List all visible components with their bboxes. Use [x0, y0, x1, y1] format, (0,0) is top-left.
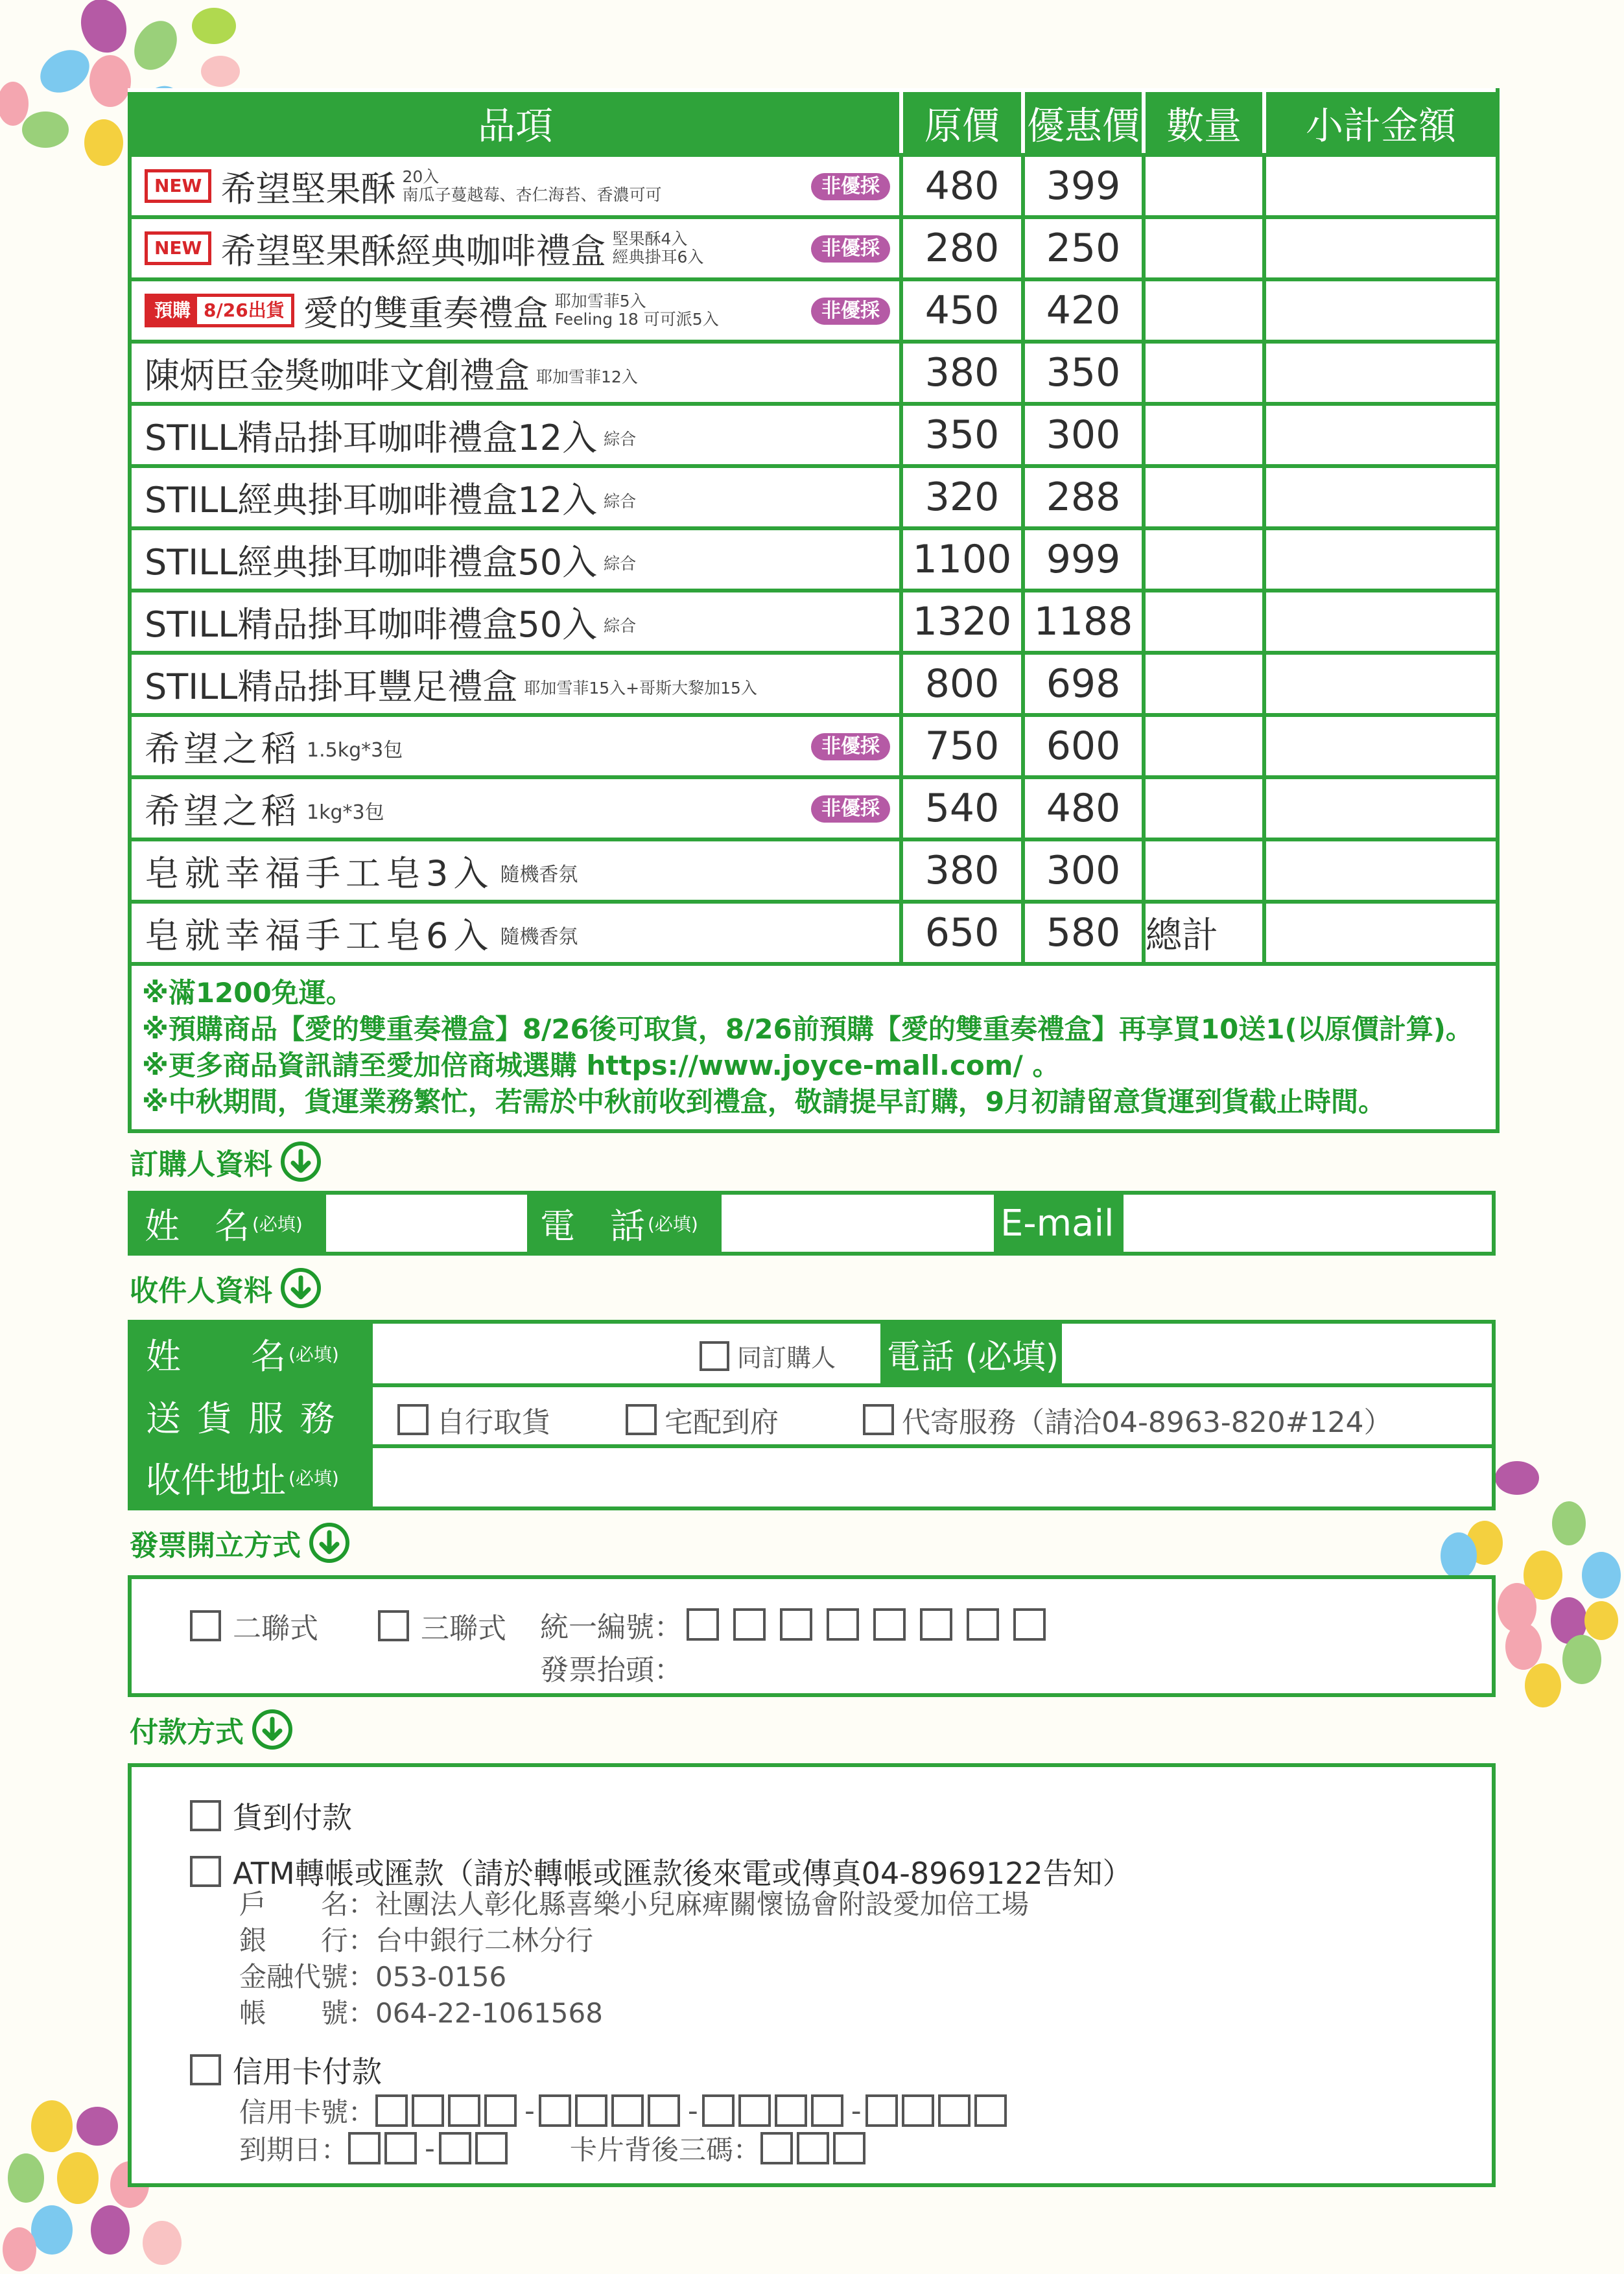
arrow-down-circle-icon [309, 1522, 350, 1564]
arrow-down-circle-icon [280, 1267, 322, 1309]
product-name: STILL精品掛耳咖啡禮盒12入 [145, 417, 598, 458]
self-pickup-checkbox[interactable] [397, 1404, 429, 1435]
discount-price: 300 [1023, 404, 1144, 466]
quantity-cell[interactable] [1144, 777, 1264, 839]
discount-price: 350 [1023, 342, 1144, 404]
non-eco-tag: 非優採 [811, 733, 890, 760]
product-desc: 耶加雪菲5入 [554, 292, 646, 311]
card-digit-box[interactable] [575, 2094, 607, 2127]
subtotal-cell[interactable] [1264, 839, 1498, 902]
quantity-cell[interactable] [1144, 155, 1264, 217]
new-badge: NEW [145, 169, 211, 203]
table-row [130, 466, 1498, 528]
home-delivery-checkbox[interactable] [626, 1404, 657, 1435]
card-digit-box[interactable] [902, 2094, 934, 2127]
self-pickup-label: 自行取貨 [436, 1406, 550, 1439]
card-digit-box[interactable] [974, 2094, 1007, 2127]
triple-invoice-label: 三聯式 [421, 1612, 506, 1645]
product-name: STILL精品掛耳豐足禮盒 [145, 666, 518, 707]
arrow-down-circle-icon [252, 1709, 293, 1750]
original-price: 450 [901, 279, 1023, 342]
product-desc: 綜合 [604, 616, 637, 635]
original-price: 350 [901, 404, 1023, 466]
quantity-cell[interactable] [1144, 591, 1264, 653]
atm-label: ATM轉帳或匯款（請於轉帳或匯款後來電或傳真04-8969122告知） [233, 1856, 1133, 1891]
table-row [130, 715, 1498, 777]
product-desc: Feeling 18 可可派5入 [554, 310, 719, 329]
note-line: ※更多商品資訊請至愛加倍商城選購 https://www.joyce-mall.com/ 。 [142, 1049, 1060, 1081]
invoice-box [128, 1575, 1496, 1697]
original-price: 320 [901, 466, 1023, 528]
cod-checkbox[interactable] [190, 1800, 221, 1831]
address-input[interactable] [359, 1448, 1492, 1506]
table-row [130, 217, 1498, 279]
address-label: 收件地址 (必填) [132, 1448, 373, 1506]
discount-price: 250 [1023, 217, 1144, 279]
receiver-box [128, 1320, 1496, 1510]
product-desc: 堅果酥4入 [612, 229, 688, 248]
product-desc: 綜合 [604, 554, 637, 573]
card-digit-box[interactable] [539, 2094, 571, 2127]
card-digit-box[interactable] [865, 2094, 898, 2127]
non-eco-tag: 非優採 [811, 173, 890, 200]
header-discount-price: 優惠價 [1023, 90, 1144, 155]
cvv-digit-box[interactable] [833, 2132, 865, 2164]
orderer-phone-label: 電 話 (必填) [527, 1195, 722, 1252]
card-digit-box[interactable] [775, 2094, 807, 2127]
subtotal-cell[interactable] [1264, 404, 1498, 466]
card-digit-box[interactable] [938, 2094, 971, 2127]
tax-id-box[interactable] [873, 1608, 906, 1641]
header-quantity: 數量 [1144, 90, 1264, 155]
orderer-box [128, 1191, 1496, 1256]
subtotal-cell[interactable] [1264, 528, 1498, 591]
tax-id-label: 統一編號： [540, 1611, 683, 1644]
card-digit-box[interactable] [811, 2094, 843, 2127]
discount-price: 1188 [1023, 591, 1144, 653]
tax-id-box[interactable] [733, 1608, 766, 1641]
table-row [130, 591, 1498, 653]
delivery-service-label: 送 貨 服 務 [132, 1387, 373, 1444]
product-desc: 隨機香氛 [500, 863, 578, 886]
note-line: ※中秋期間，貨運業務繁忙，若需於中秋前收到禮盒，敬請提早訂購，9月初請留意貨運到貨截止時間。 [142, 1086, 1386, 1118]
product-desc: 隨機香氛 [500, 926, 578, 948]
subtotal-cell[interactable] [1264, 466, 1498, 528]
original-price: 480 [901, 155, 1023, 217]
quantity-cell[interactable] [1144, 279, 1264, 342]
product-desc: 1.5kg*3包 [307, 739, 403, 762]
subtotal-cell[interactable] [1264, 715, 1498, 777]
product-name: STILL精品掛耳咖啡禮盒50入 [145, 604, 598, 645]
note-line: ※滿1200免運。 [142, 977, 353, 1009]
table-row [130, 279, 1498, 342]
tax-id-box[interactable] [967, 1608, 999, 1641]
same-as-orderer-label: 同訂購人 [737, 1344, 836, 1372]
orderer-email-label: E-mail [994, 1195, 1124, 1252]
product-desc: 耶加雪菲15入+哥斯大黎加15入 [524, 679, 757, 697]
account-number: 帳 號：064-22-1061568 [239, 1997, 603, 2029]
product-desc: 20入 [402, 167, 440, 186]
card-digit-box[interactable] [611, 2094, 644, 2127]
credit-card-label: 信用卡付款 [233, 2054, 382, 2089]
product-name: 愛的雙重奏禮盒 [303, 292, 548, 334]
triple-invoice-checkbox[interactable] [378, 1610, 409, 1641]
original-price: 380 [901, 839, 1023, 902]
table-row [130, 342, 1498, 404]
cvv-digit-box[interactable] [760, 2132, 793, 2164]
tax-id-box[interactable] [827, 1608, 859, 1641]
home-delivery-label: 宅配到府 [665, 1406, 779, 1439]
tax-id-box[interactable] [780, 1608, 812, 1641]
payment-heading: 付款方式 [130, 1709, 293, 1750]
product-desc: 綜合 [604, 492, 637, 511]
subtotal-cell[interactable] [1264, 155, 1498, 217]
original-price: 540 [901, 777, 1023, 839]
card-number-row: 信用卡號： - - - [239, 2091, 1011, 2130]
quantity-cell[interactable] [1144, 342, 1264, 404]
receiver-name-label: 姓 名 (必填) [132, 1324, 373, 1383]
table-row [130, 155, 1498, 217]
product-desc: 南瓜子蔓越莓、杏仁海苔、香濃可可 [402, 185, 662, 204]
account-name: 戶 名：社團法人彰化縣喜樂小兒麻痺關懷協會附設愛加倍工場 [239, 1888, 1030, 1920]
expiry-digit-box[interactable] [475, 2132, 508, 2164]
original-price: 800 [901, 653, 1023, 715]
receiver-heading: 收件人資料 [130, 1267, 322, 1309]
product-name: 皂就幸福手工皂6入 [145, 915, 494, 956]
dual-invoice-label: 二聯式 [233, 1612, 318, 1645]
orderer-heading: 訂購人資料 [130, 1141, 322, 1182]
header-original-price: 原價 [901, 90, 1023, 155]
product-name: STILL經典掛耳咖啡禮盒50入 [145, 541, 598, 583]
quantity-cell[interactable] [1144, 839, 1264, 902]
orderer-email-input[interactable] [1117, 1195, 1492, 1252]
new-badge: NEW [145, 231, 211, 265]
original-price: 380 [901, 342, 1023, 404]
bank-name: 銀 行：台中銀行二林分行 [239, 1925, 594, 1956]
expiry-digit-box[interactable] [348, 2132, 381, 2164]
product-name: 希望堅果酥 [220, 168, 396, 209]
credit-card-checkbox[interactable] [190, 2054, 221, 2085]
card-digit-box[interactable] [412, 2094, 444, 2127]
cvv-label: 卡片背後三碼： [569, 2134, 760, 2166]
orderer-name-input[interactable] [313, 1195, 527, 1252]
table-row [130, 777, 1498, 839]
discount-price: 420 [1023, 279, 1144, 342]
total-label: 總計 [1144, 902, 1264, 964]
table-row [130, 404, 1498, 466]
subtotal-cell[interactable] [1264, 653, 1498, 715]
quantity-cell[interactable] [1144, 404, 1264, 466]
agent-delivery-checkbox[interactable] [863, 1404, 894, 1435]
preorder-badge: 預購 8/26出貨 [145, 294, 294, 327]
discount-price: 999 [1023, 528, 1144, 591]
original-price: 280 [901, 217, 1023, 279]
orderer-name-label: 姓 名 (必填) [132, 1195, 326, 1252]
quantity-cell[interactable] [1144, 466, 1264, 528]
card-digit-box[interactable] [375, 2094, 408, 2127]
discount-price: 580 [1023, 902, 1144, 964]
product-desc: 綜合 [604, 430, 637, 449]
card-digit-box[interactable] [702, 2094, 735, 2127]
quantity-cell[interactable] [1144, 528, 1264, 591]
notes-row [130, 964, 1498, 1131]
expiry-digit-box[interactable] [439, 2132, 471, 2164]
card-digit-box[interactable] [648, 2094, 680, 2127]
tax-id-box[interactable] [687, 1608, 719, 1641]
tax-id-box[interactable] [920, 1608, 952, 1641]
quantity-cell[interactable] [1144, 217, 1264, 279]
dual-invoice-checkbox[interactable] [190, 1610, 221, 1641]
bank-code: 金融代號：053-0156 [239, 1961, 507, 1993]
cvv-digit-box[interactable] [797, 2132, 829, 2164]
product-name: 希望之稻 [145, 728, 300, 769]
table-row [130, 839, 1498, 902]
product-name: 希望之稻 [145, 790, 300, 832]
table-row [130, 653, 1498, 715]
original-price: 1320 [901, 591, 1023, 653]
cod-label: 貨到付款 [233, 1800, 352, 1835]
discount-price: 480 [1023, 777, 1144, 839]
same-as-orderer-checkbox[interactable] [700, 1341, 729, 1371]
expiry-label: 到期日： [239, 2134, 349, 2166]
product-table [128, 88, 1500, 1133]
product-desc: 經典掛耳6入 [612, 248, 704, 266]
note-line: ※預購商品【愛的雙重奏禮盒】8/26後可取貨，8/26前預購【愛的雙重奏禮盒】再享買10送1(以原價計算)。 [142, 1013, 1473, 1045]
discount-price: 399 [1023, 155, 1144, 217]
discount-price: 600 [1023, 715, 1144, 777]
payment-box [128, 1763, 1496, 2187]
atm-checkbox[interactable] [190, 1856, 221, 1887]
non-eco-tag: 非優採 [811, 235, 890, 263]
product-name: 皂就幸福手工皂3入 [145, 852, 494, 894]
product-name: 陳炳臣金獎咖啡文創禮盒 [145, 355, 530, 396]
header-subtotal: 小計金額 [1264, 90, 1498, 155]
card-digit-box[interactable] [484, 2094, 517, 2127]
receiver-phone-label: 電話 (必填) [880, 1324, 1062, 1383]
product-name: 希望堅果酥經典咖啡禮盒 [220, 230, 606, 272]
original-price: 1100 [901, 528, 1023, 591]
total-cell[interactable] [1264, 902, 1498, 964]
non-eco-tag: 非優採 [811, 298, 890, 325]
tax-id-box[interactable] [1013, 1608, 1046, 1641]
card-number-label: 信用卡號： [239, 2096, 376, 2128]
subtotal-cell[interactable] [1264, 279, 1498, 342]
subtotal-cell[interactable] [1264, 217, 1498, 279]
discount-price: 698 [1023, 653, 1144, 715]
non-eco-tag: 非優採 [811, 795, 890, 823]
original-price: 750 [901, 715, 1023, 777]
table-row [130, 902, 1498, 964]
invoice-title-label: 發票抬頭： [540, 1654, 683, 1687]
product-desc: 1kg*3包 [307, 801, 384, 824]
card-digit-box[interactable] [738, 2094, 771, 2127]
product-desc: 耶加雪菲12入 [536, 368, 638, 386]
expiry-digit-box[interactable] [384, 2132, 417, 2164]
discount-price: 300 [1023, 839, 1144, 902]
subtotal-cell[interactable] [1264, 342, 1498, 404]
discount-price: 288 [1023, 466, 1144, 528]
subtotal-cell[interactable] [1264, 777, 1498, 839]
header-item: 品項 [130, 90, 901, 155]
quantity-cell[interactable] [1144, 715, 1264, 777]
expiry-row: 到期日： - 卡片背後三碼： [239, 2129, 869, 2168]
product-name: STILL經典掛耳咖啡禮盒12入 [145, 479, 598, 521]
table-row [130, 528, 1498, 591]
arrow-down-circle-icon [280, 1141, 322, 1182]
orderer-phone-input[interactable] [709, 1195, 994, 1252]
card-digit-box[interactable] [448, 2094, 480, 2127]
original-price: 650 [901, 902, 1023, 964]
receiver-phone-input[interactable] [1055, 1324, 1492, 1383]
quantity-cell[interactable] [1144, 653, 1264, 715]
subtotal-cell[interactable] [1264, 591, 1498, 653]
agent-delivery-label: 代寄服務（請洽04-8963-820#124） [902, 1406, 1393, 1439]
invoice-heading: 發票開立方式 [130, 1522, 350, 1564]
